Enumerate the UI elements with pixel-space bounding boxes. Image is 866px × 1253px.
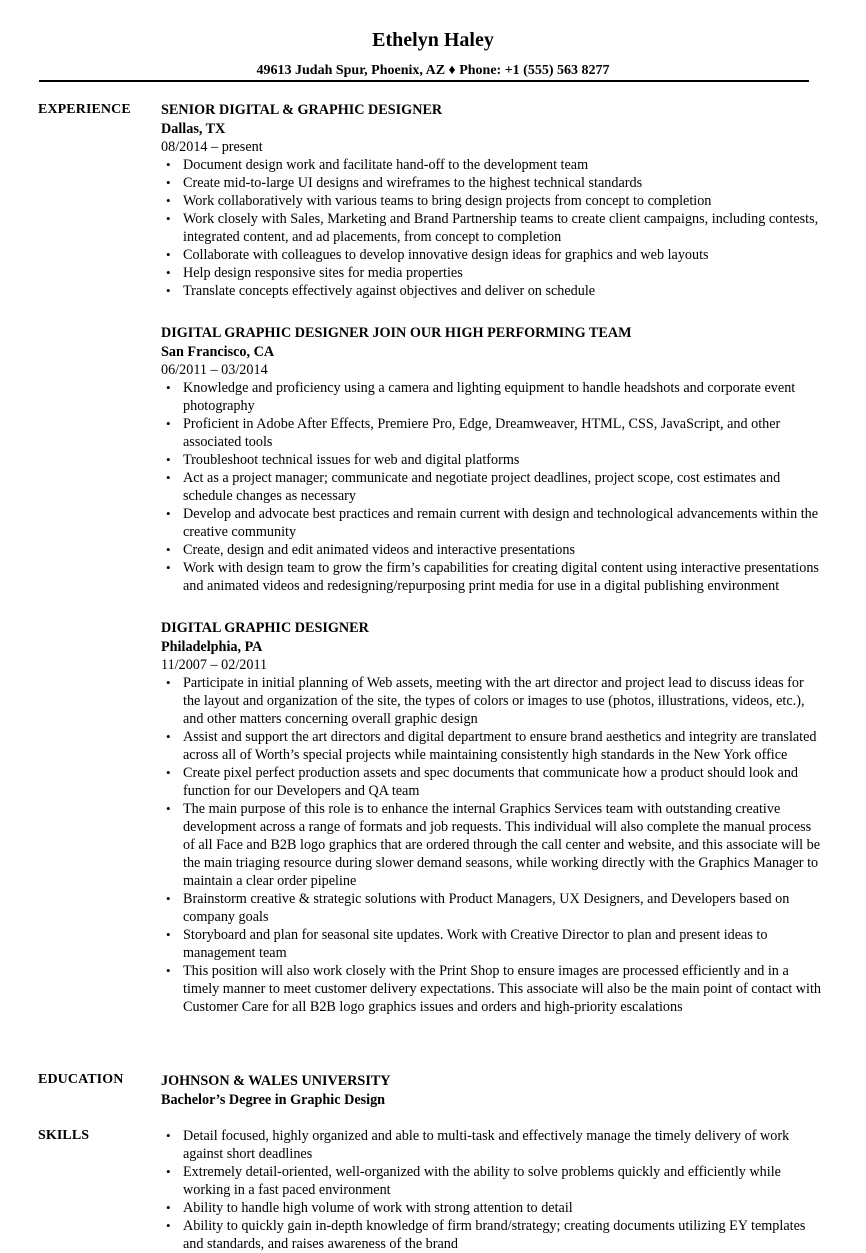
list-item: • Assist and support the art directors and digital department to ensure brand aesthetics and integrity are translated across all of Worth’s special projects while maintaining consistently high standards in the New York office: [183, 728, 821, 764]
contact-line: 49613 Judah Spur, Phoenix, AZ ♦ Phone: +1 (555) 563 8277: [256, 63, 610, 78]
job-title: DIGITAL GRAPHIC DESIGNER: [161, 620, 369, 636]
job-2: [161, 323, 821, 595]
education-section: [161, 1071, 821, 1109]
experience-label: EXPERIENCE: [38, 102, 131, 117]
job-title: DIGITAL GRAPHIC DESIGNER JOIN OUR HIGH PERFORMING TEAM: [161, 325, 632, 341]
list-item: • Work collaboratively with various teams to bring design projects from concept to completion: [183, 192, 821, 210]
header-divider: [39, 80, 809, 82]
job-bullets: [161, 674, 821, 1016]
list-item: • Troubleshoot technical issues for web and digital platforms: [183, 451, 821, 469]
list-item: • Knowledge and proficiency using a camera and lighting equipment to handle headshots and corporate event photography: [183, 379, 821, 415]
job-bullets: [161, 156, 821, 300]
list-item: • Extremely detail-oriented, well-organized with the ability to solve problems quickly and efficiently while working in a fast paced environment: [183, 1163, 821, 1199]
job-location: Dallas, TX: [161, 121, 226, 137]
job-bullets: [161, 379, 821, 595]
job-dates: 08/2014 – present: [161, 139, 263, 155]
list-item: • Help design responsive sites for media properties: [183, 264, 821, 282]
resume-name: Ethelyn Haley: [372, 29, 494, 51]
job-title: SENIOR DIGITAL & GRAPHIC DESIGNER: [161, 102, 443, 118]
list-item: • Document design work and facilitate hand-off to the development team: [183, 156, 821, 174]
skills-section: [161, 1127, 821, 1253]
job-1: [161, 100, 821, 300]
list-item: • Ability to handle high volume of work with strong attention to detail: [183, 1199, 821, 1217]
experience-section: [161, 101, 821, 1016]
list-item: • Work with design team to grow the firm’s capabilities for creating digital content using interactive presentations and animated videos and redesigning/repurposing print media for use in a digital publishing environment: [183, 559, 821, 595]
job-dates: 11/2007 – 02/2011: [161, 657, 268, 673]
list-item: • Proficient in Adobe After Effects, Premiere Pro, Edge, Dreamweaver, HTML, CSS, JavaScript, and other associated tools: [183, 415, 821, 451]
list-item: • Develop and advocate best practices and remain current with design and technological advancements within the creative community: [183, 505, 821, 541]
list-item: • The main purpose of this role is to enhance the internal Graphics Services team with outstanding creative development across a range of formats and job requests. This individual will also complete the manual process of all Face and B2B logo graphics that are ordered through the call center and website, and this associate will be the main triaging resource during slower demand seasons, while working directly with the Graphics Manager to maintain a clear order pipeline: [183, 800, 821, 890]
list-item: • Create pixel perfect production assets and spec documents that communicate how a product should look and function for our Developers and QA team: [183, 764, 821, 800]
list-item: • Ability to quickly gain in-depth knowledge of firm brand/strategy; creating documents utilizing EY templates and standards, and raises awareness of the brand: [183, 1217, 821, 1253]
degree: Bachelor’s Degree in Graphic Design: [161, 1092, 386, 1108]
school-name: JOHNSON & WALES UNIVERSITY: [161, 1073, 391, 1089]
job-dates: 06/2011 – 03/2014: [161, 362, 268, 378]
list-item: • Create, design and edit animated videos and interactive presentations: [183, 541, 821, 559]
list-item: • This position will also work closely with the Print Shop to ensure images are processed efficiently and in a timely manner to meet customer delivery expectations. This associate will also be the main point of contact with Customer Care for all B2B logo graphics issues and orders and high-priority escalations: [183, 962, 821, 1016]
list-item: • Brainstorm creative & strategic solutions with Product Managers, UX Designers, and Developers based on company goals: [183, 890, 821, 926]
list-item: • Collaborate with colleagues to develop innovative design ideas for graphics and web layouts: [183, 246, 821, 264]
list-item: • Create mid-to-large UI designs and wireframes to the highest technical standards: [183, 174, 821, 192]
skills-label: SKILLS: [38, 1128, 90, 1143]
list-item: • Translate concepts effectively against objectives and deliver on schedule: [183, 282, 821, 300]
job-3: [161, 618, 821, 1016]
list-item: • Participate in initial planning of Web assets, meeting with the art director and project lead to discuss ideas for the layout and organization of the site, the types of colors or images to use (photos, illustrations, videos, etc.), and other matters concerning overall graphic design: [183, 674, 821, 728]
skills-list: [161, 1127, 821, 1253]
list-item: • Storyboard and plan for seasonal site updates. Work with Creative Director to plan and present ideas to management team: [183, 926, 821, 962]
job-location: Philadelphia, PA: [161, 639, 263, 655]
list-item: • Work closely with Sales, Marketing and Brand Partnership teams to create client campaigns, including contests, integrated content, and ad placements, from concept to completion: [183, 210, 821, 246]
education-label: EDUCATION: [38, 1072, 124, 1087]
list-item: • Act as a project manager; communicate and negotiate project deadlines, project scope, cost estimates and schedule changes as necessary: [183, 469, 821, 505]
job-location: San Francisco, CA: [161, 344, 275, 360]
list-item: • Detail focused, highly organized and able to multi-task and effectively manage the timely delivery of work against short deadlines: [183, 1127, 821, 1163]
